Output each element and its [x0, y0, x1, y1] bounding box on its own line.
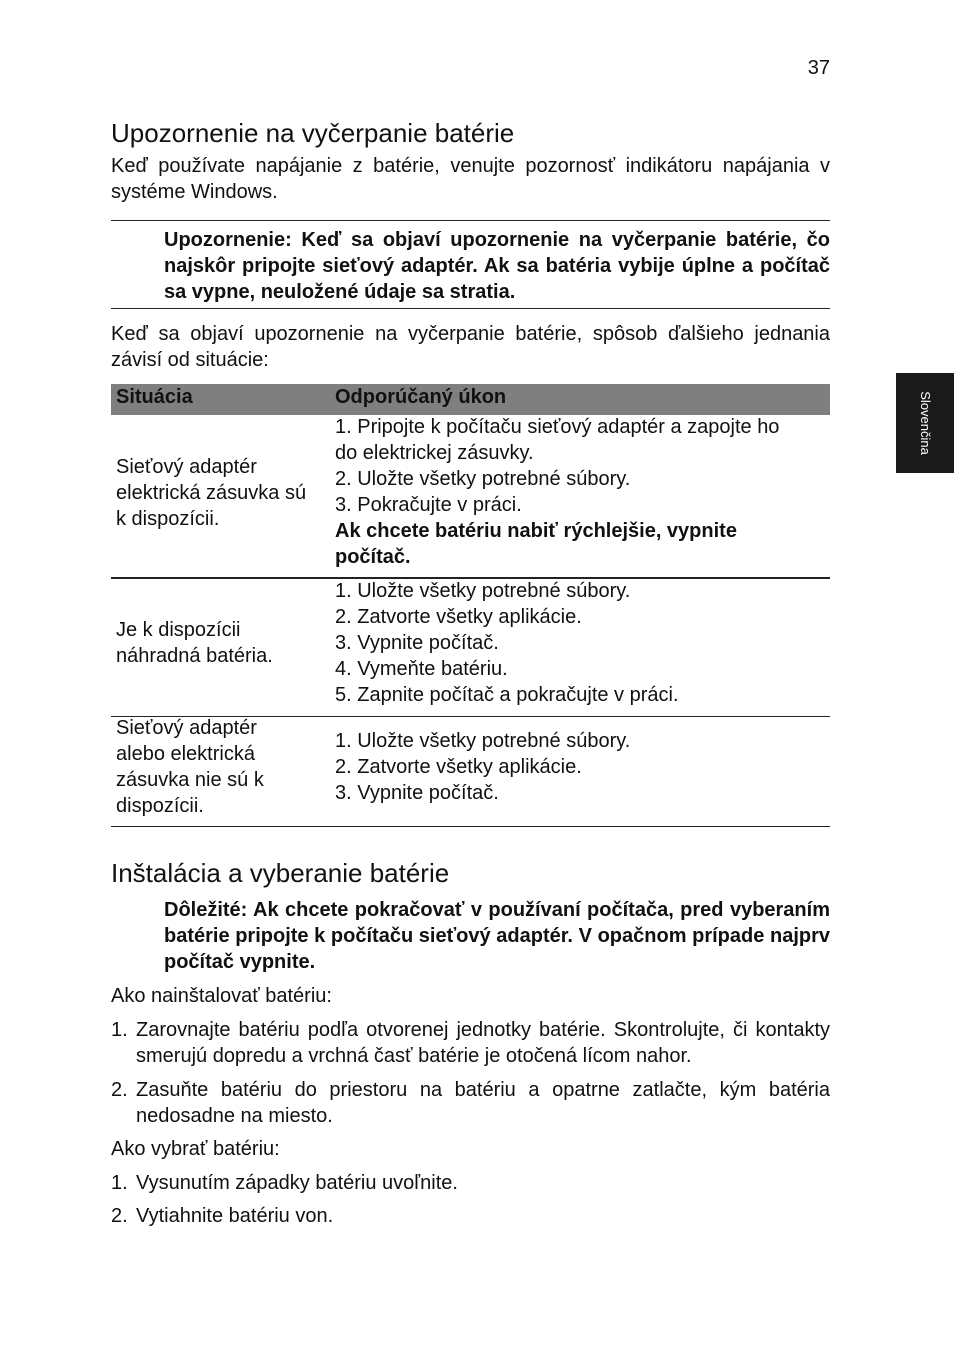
- action-line: 4. Vymeňte batériu.: [335, 658, 508, 680]
- table-row-2-situation: [116, 617, 326, 669]
- step-text: Zarovnajte batériu podľa otvorenej jednotky batérie. Skontrolujte, či kontakty smerujú dopredu a vrchná časť batérie je otočená lícom nahor.: [136, 1019, 830, 1067]
- situation-line: Sieťový adaptér: [116, 456, 257, 478]
- situation-line: náhradná batéria.: [116, 645, 273, 667]
- table-header-action: Odporúčaný úkon: [335, 386, 507, 408]
- language-side-tab: [896, 373, 954, 473]
- situation-line: zásuvka nie sú k: [116, 769, 264, 791]
- intro-paragraph: Keď používate napájanie z batérie, venujte pozornosť indikátoru napájania v systéme Windows.: [111, 155, 830, 203]
- situation-paragraph: Keď sa objaví upozornenie na vyčerpanie batérie, spôsob ďalšieho jednania závisí od situácie:: [111, 323, 830, 371]
- action-line: 1. Uložte všetky potrebné súbory.: [335, 730, 631, 752]
- table-header: [111, 384, 830, 415]
- section-heading-battery-warning: Upozornenie na vyčerpanie batérie: [111, 118, 515, 148]
- situation-line: elektrická zásuvka sú: [116, 482, 307, 504]
- step-number: 1.: [111, 1019, 128, 1041]
- action-note-line: Ak chcete batériu nabiť rýchlejšie, vypnite: [335, 520, 737, 542]
- step-text: Vytiahnite batériu von.: [136, 1205, 334, 1227]
- divider-top: [111, 220, 830, 221]
- important-note: Dôležité: Ak chcete pokračovať v používaní počítača, pred vyberaním batérie pripojte k počítaču sieťový adaptér. V opačnom prípade najprv počítač vypnite.: [164, 899, 830, 973]
- table-header-situation: Situácia: [116, 386, 193, 408]
- step-number: 2.: [111, 1079, 128, 1101]
- remove-intro: Ako vybrať batériu:: [111, 1138, 280, 1160]
- situation-line: k dispozícii.: [116, 508, 220, 530]
- install-intro: Ako nainštalovať batériu:: [111, 985, 332, 1007]
- table-row-3-actions: [335, 728, 830, 806]
- remove-step-1: [111, 1170, 830, 1196]
- situation-line: dispozícii.: [116, 795, 204, 817]
- action-line: 2. Zatvorte všetky aplikácie.: [335, 756, 582, 778]
- action-line: 1. Pripojte k počítaču sieťový adaptér a zapojte ho: [335, 416, 780, 438]
- action-line: 3. Vypnite počítač.: [335, 782, 499, 804]
- table-row-2-actions: [335, 578, 830, 708]
- table-bottom-rule: [111, 826, 830, 827]
- action-line: 3. Pokračujte v práci.: [335, 494, 522, 516]
- divider-bottom: [111, 308, 830, 309]
- section-heading-install-remove: Inštalácia a vyberanie batérie: [111, 858, 450, 888]
- action-line: 1. Uložte všetky potrebné súbory.: [335, 580, 631, 602]
- install-step-2: [111, 1077, 830, 1129]
- action-line: 3. Vypnite počítač.: [335, 632, 499, 654]
- situation-line: Je k dispozícii: [116, 619, 241, 641]
- step-text: Vysunutím západky batériu uvoľnite.: [136, 1172, 458, 1194]
- page-number: 37: [807, 57, 830, 79]
- table-row-3-situation: [116, 715, 326, 819]
- step-text: Zasuňte batériu do priestoru na batériu a opatrne zatlačte, kým batéria nedosadne na miesto.: [136, 1079, 830, 1127]
- situation-line: Sieťový adaptér: [116, 717, 257, 739]
- install-step-1: [111, 1017, 830, 1069]
- step-number: 2.: [111, 1205, 128, 1227]
- action-note-line: počítač.: [335, 546, 411, 568]
- table-row-1-actions: [335, 414, 830, 570]
- action-line: 5. Zapnite počítač a pokračujte v práci.: [335, 684, 679, 706]
- situation-line: alebo elektrická: [116, 743, 255, 765]
- action-line: 2. Uložte všetky potrebné súbory.: [335, 468, 631, 490]
- step-number: 1.: [111, 1172, 128, 1194]
- table-row-1-situation: [116, 454, 326, 532]
- remove-step-2: [111, 1203, 830, 1229]
- warning-note: Upozornenie: Keď sa objaví upozornenie na vyčerpanie batérie, čo najskôr pripojte sieťový adaptér. Ak sa batéria vybije úplne a počítač sa vypne, neuložené údaje sa stratia.: [164, 229, 830, 303]
- action-line: 2. Zatvorte všetky aplikácie.: [335, 606, 582, 628]
- action-line: do elektrickej zásuvky.: [335, 442, 534, 464]
- language-side-tab-label: Slovenčina: [918, 391, 933, 455]
